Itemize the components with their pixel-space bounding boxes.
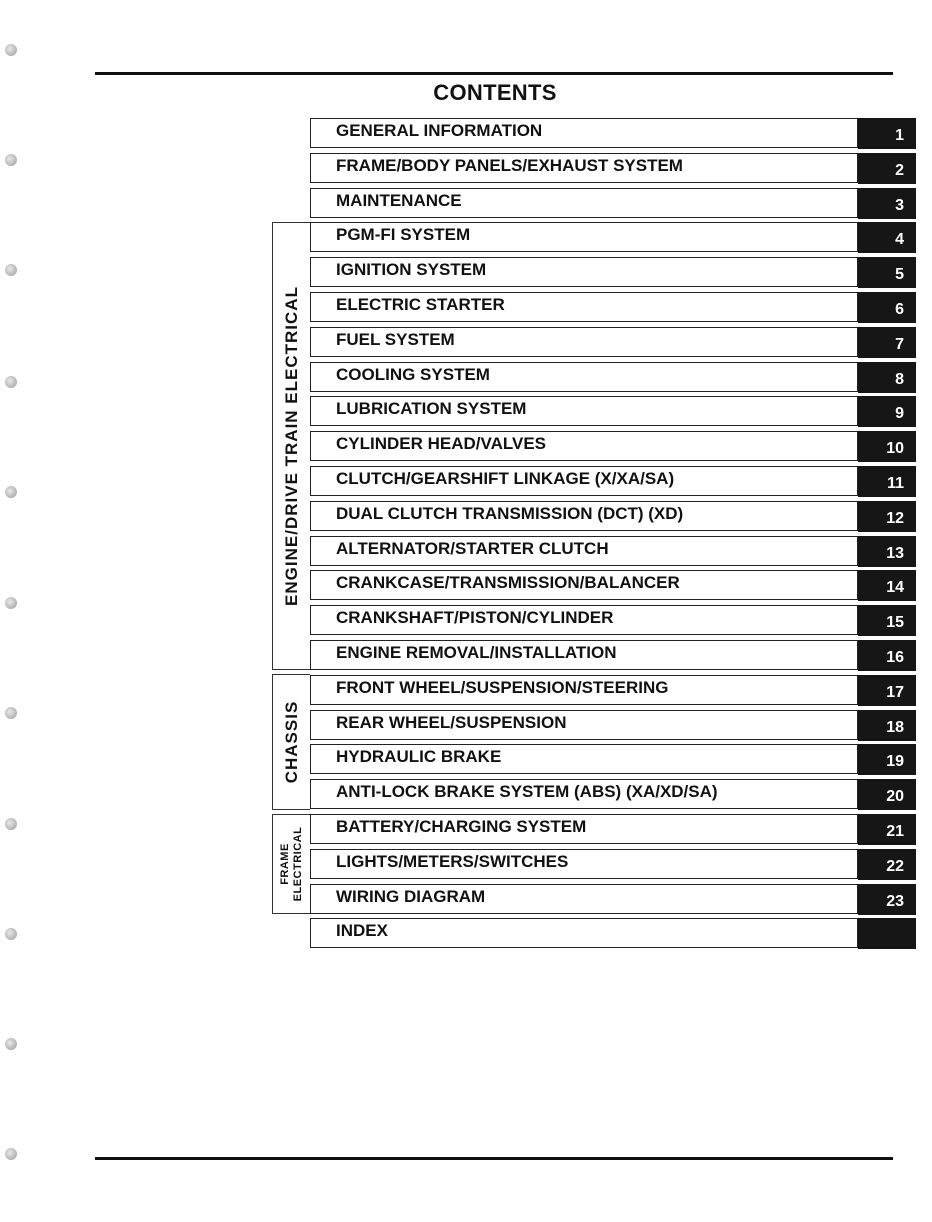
toc-entry-label: HYDRAULIC BRAKE (336, 747, 502, 767)
toc-entry[interactable] (310, 604, 916, 639)
group-label-chassis: CHASSIS (281, 700, 301, 784)
toc-entry-number[interactable]: 18 (858, 710, 916, 741)
binder-hole-icon (5, 597, 17, 609)
toc-entry-number[interactable]: 12 (858, 501, 916, 532)
toc-entry[interactable] (310, 117, 916, 152)
toc-entry-label: FRONT WHEEL/SUSPENSION/STEERING (336, 677, 669, 697)
toc-entry[interactable] (310, 500, 916, 535)
toc-entry-number[interactable]: 21 (858, 814, 916, 845)
toc-entry[interactable] (310, 569, 916, 604)
toc-entry-label: COOLING SYSTEM (336, 364, 490, 384)
toc-entry-number[interactable]: 9 (858, 396, 916, 427)
group-chassis (272, 674, 310, 810)
toc-entry-number[interactable]: 8 (858, 362, 916, 393)
toc-entry-label: CRANKSHAFT/PISTON/CYLINDER (336, 608, 614, 628)
toc-entry[interactable] (310, 152, 916, 187)
toc-entry[interactable] (310, 187, 916, 222)
toc-entry[interactable] (310, 395, 916, 430)
toc-entry-label: MAINTENANCE (336, 190, 462, 210)
toc-entry[interactable] (310, 221, 916, 256)
toc-entry-label: REAR WHEEL/SUSPENSION (336, 712, 567, 732)
toc-entry-label: FRAME/BODY PANELS/EXHAUST SYSTEM (336, 155, 683, 175)
group-label-frame-line1: FRAME (278, 843, 291, 885)
toc-entry-number[interactable] (858, 918, 916, 949)
toc-entry[interactable] (310, 256, 916, 291)
toc-entry-number[interactable]: 13 (858, 536, 916, 567)
toc-entry-number[interactable]: 16 (858, 640, 916, 671)
toc-entry[interactable] (310, 743, 916, 778)
binder-hole-icon (5, 707, 17, 719)
toc-entry-label: INDEX (336, 921, 388, 941)
toc-entry-number[interactable]: 17 (858, 675, 916, 706)
toc-entry[interactable] (310, 778, 916, 813)
top-rule (95, 72, 893, 75)
toc-entry[interactable] (310, 291, 916, 326)
toc-entry[interactable] (310, 883, 916, 918)
toc-entry[interactable] (310, 430, 916, 465)
bottom-rule (95, 1157, 893, 1160)
toc-entry-box (310, 918, 858, 948)
toc-entry-number[interactable]: 2 (858, 153, 916, 184)
toc-entry[interactable] (310, 465, 916, 500)
binder-hole-icon (5, 376, 17, 388)
toc-entry[interactable] (310, 674, 916, 709)
toc-entry-label: CLUTCH/GEARSHIFT LINKAGE (X/XA/SA) (336, 468, 675, 488)
toc-entry-number[interactable]: 4 (858, 222, 916, 253)
toc-entry-label: ALTERNATOR/STARTER CLUTCH (336, 538, 609, 558)
toc-entry[interactable] (310, 813, 916, 848)
toc-entry-number[interactable]: 19 (858, 744, 916, 775)
toc-entry-number[interactable]: 15 (858, 605, 916, 636)
toc-entry-number[interactable]: 14 (858, 570, 916, 601)
toc-entry-label: IGNITION SYSTEM (336, 260, 487, 280)
group-engine-drive-train-electrical (272, 222, 310, 670)
toc-entry-number[interactable]: 5 (858, 257, 916, 288)
toc-entry-label: ELECTRIC STARTER (336, 294, 505, 314)
group-label-frame-electrical (279, 827, 305, 902)
binder-hole-icon (5, 154, 17, 166)
page-title: CONTENTS (433, 80, 557, 105)
toc-entry-number[interactable]: 3 (858, 188, 916, 219)
binder-hole-icon (5, 1038, 17, 1050)
toc-entry-label: GENERAL INFORMATION (336, 121, 543, 140)
toc-entry[interactable] (310, 639, 916, 674)
group-frame-electrical (272, 814, 310, 914)
toc-entry-number[interactable]: 20 (858, 779, 916, 810)
binder-hole-icon (5, 818, 17, 830)
binder-hole-icon (5, 486, 17, 498)
contents-list (310, 117, 916, 952)
toc-entry-label: BATTERY/CHARGING SYSTEM (336, 816, 587, 836)
toc-entry-label: PGM-FI SYSTEM (336, 225, 471, 245)
toc-entry-label: LIGHTS/METERS/SWITCHES (336, 851, 569, 871)
toc-entry[interactable] (310, 848, 916, 883)
group-label-engine: ENGINE/DRIVE TRAIN ELECTRICAL (281, 286, 301, 606)
toc-entry-label: DUAL CLUTCH TRANSMISSION (DCT) (XD) (336, 503, 684, 523)
toc-entry-number[interactable]: 22 (858, 849, 916, 880)
toc-entry-number[interactable]: 1 (858, 118, 916, 149)
toc-entry[interactable] (310, 326, 916, 361)
toc-entry-label: CYLINDER HEAD/VALVES (336, 434, 547, 454)
binder-hole-icon (5, 44, 17, 56)
group-label-frame-line2: ELECTRICAL (291, 826, 304, 902)
toc-entry[interactable] (310, 361, 916, 396)
toc-entry-label: ANTI-LOCK BRAKE SYSTEM (ABS) (XA/XD/SA) (336, 782, 718, 802)
toc-entry[interactable] (310, 535, 916, 570)
toc-entry[interactable] (310, 917, 916, 952)
binder-hole-icon (5, 1148, 17, 1160)
toc-entry-label: WIRING DIAGRAM (336, 886, 486, 906)
toc-entry-label: LUBRICATION SYSTEM (336, 399, 527, 419)
toc-entry-label: CRANKCASE/TRANSMISSION/BALANCER (336, 573, 680, 593)
toc-entry-label: ENGINE REMOVAL/INSTALLATION (336, 642, 617, 662)
toc-entry-number[interactable]: 7 (858, 327, 916, 358)
toc-entry-number[interactable]: 11 (858, 466, 916, 497)
toc-entry[interactable] (310, 709, 916, 744)
toc-entry-label: FUEL SYSTEM (336, 329, 455, 349)
toc-entry-number[interactable]: 6 (858, 292, 916, 323)
binder-hole-icon (5, 928, 17, 940)
toc-entry-number[interactable]: 10 (858, 431, 916, 462)
toc-entry-number[interactable]: 23 (858, 884, 916, 915)
binder-hole-icon (5, 264, 17, 276)
